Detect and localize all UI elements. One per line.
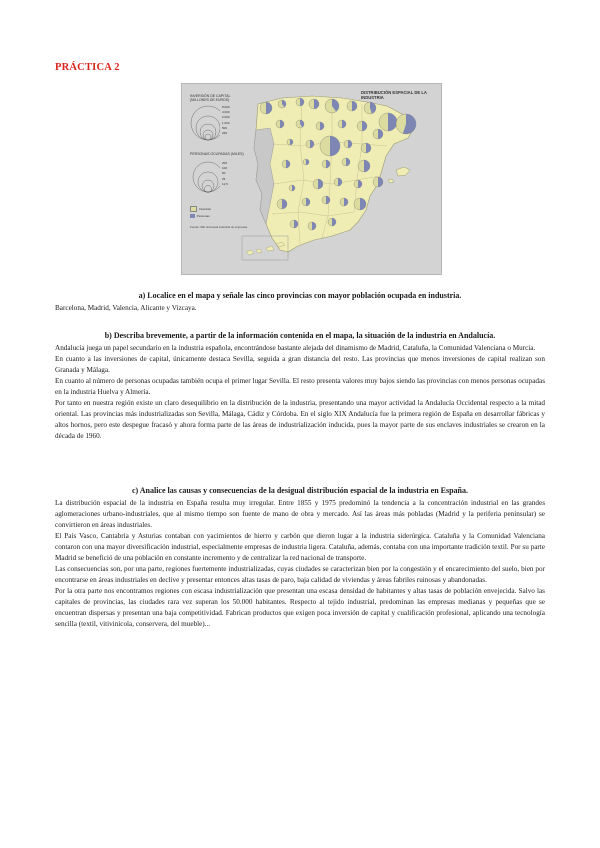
answer-paragraph: Barcelona, Madrid, Valencia, Alicante y Vizcaya. bbox=[55, 304, 197, 312]
map-title: DISTRIBUCIÓN ESPACIAL DE LA INDUSTRIA bbox=[361, 90, 427, 100]
answer-paragraph: Andalucía juega un papel secundario en la industria española, encontrándose bastante alejada del dinamismo de Madrid, Cataluña, la Comunidad Valenciana o Murcia. bbox=[55, 344, 536, 352]
legend-key-capital bbox=[190, 206, 211, 212]
map-credit: Fuente: INE. Encuesta industrial de empresas. bbox=[190, 225, 248, 229]
answer-paragraph: En cuanto a las inversiones de capital, únicamente destaca Sevilla, seguida a gran distancia del resto. Las provincias que menos inversiones de capital realizan son Granada y Málaga. bbox=[55, 355, 545, 374]
workers-swatch bbox=[190, 214, 195, 218]
question-a-heading: a) Localice en el mapa y señale las cinco provincias con mayor población ocupada en industria. bbox=[138, 291, 462, 300]
legend-capital-title: INVERSIÓN DE CAPITAL (MILLONES DE EUROS) bbox=[190, 94, 231, 102]
answer-b bbox=[55, 343, 545, 442]
legend-value: 1.000 bbox=[222, 120, 230, 125]
legend-key-label: Personas bbox=[197, 214, 210, 218]
capital-swatch bbox=[190, 206, 197, 212]
answer-c bbox=[55, 498, 545, 630]
legend-key-label: Inversión bbox=[199, 206, 212, 211]
answer-paragraph: Las consecuencias son, por una parte, regiones fuertemente industrializadas, cuyas ciudades se caracterizan bien por la congestión y el encarecimiento del suelo, bien por encontrarse en áreas industriales en declive y presentar entonces altas tasas de paro, baja calidad de viviendas y áreas fabriles ruinosas y abandonadas. bbox=[55, 565, 545, 584]
practice-title: PRÁCTICA 2 bbox=[55, 62, 120, 73]
legend-workers-circles bbox=[190, 160, 220, 194]
legend-value: 100 bbox=[222, 166, 228, 171]
legend-value: 500 bbox=[222, 125, 228, 130]
legend-value: 250 bbox=[222, 131, 228, 136]
spain-map-svg bbox=[182, 84, 441, 274]
answer-a bbox=[55, 303, 545, 314]
question-b-heading: b) Describa brevemente, a partir de la información contenida en el mapa, la situación de la industria en Andalucía. bbox=[104, 331, 496, 340]
legend-workers-title: PERSONAS OCUPADAS (MILES) bbox=[190, 152, 244, 156]
province-pie-workers bbox=[378, 177, 383, 187]
industry-map-figure bbox=[181, 83, 442, 275]
legend-workers-values bbox=[222, 161, 228, 187]
answer-paragraph: Por la otra parte nos encontramos regiones con escasa industrialización que presentan una escasa densidad de habitantes y altas tasas de población envejecida. Salvo las capitales de provincias, las ciudades rara vez superan los 50.000 habitantes. Respecto al tejido industrial, predominan las empresas medianas y pequeñas que se encuentran dispersas y presentan una baja competitividad. Fabrican productos que exigen poca inversión de capital y cualificación profesional, aplicando una tecnología sencilla (textil, vitivinícola, conservera, del mueble)... bbox=[55, 587, 545, 628]
legend-value: 200 bbox=[222, 161, 228, 165]
balearic-islands-shape bbox=[388, 167, 410, 183]
legend-value: 25 bbox=[222, 176, 226, 181]
legend-value: 12,5 bbox=[222, 181, 228, 186]
legend-value: 4.000 bbox=[222, 110, 230, 115]
answer-paragraph: En cuanto al número de personas ocupadas también ocupa el primer lugar Sevilla. El resto presenta valores muy bajos siendo las provincias con menos personas ocupadas en la industria Huelva y Almería. bbox=[55, 377, 545, 396]
legend-capital-circles bbox=[190, 104, 220, 142]
answer-paragraph: La distribución espacial de la industria en España resulta muy irregular. Entre 1855 y 1975 predominó la tendencia a la concentración industrial en las grandes aglomeraciones urbano-industriales, que al mismo tiempo son fuente de mano de obra y mercado. Así las áreas más pobladas (Madrid y la periferia peninsular) se convirtieron en áreas industriales. bbox=[55, 499, 545, 529]
legend-capital-values bbox=[222, 105, 230, 136]
question-c-heading: c) Analice las causas y consecuencias de la desigual distribución espacial de la industria en España. bbox=[131, 486, 469, 495]
legend-value: 50 bbox=[222, 171, 226, 176]
legend-key-workers bbox=[190, 214, 210, 218]
answer-paragraph: El País Vasco, Cantabria y Asturias contaban con yacimientos de hierro y carbón que dieron lugar a la industria siderúrgica. Cataluña y la Comunidad Valenciana contaron con una mayor diversificación industrial, especialmente empresas de industria ligera. Cataluña, además, contaba con una importante tradición textil. Por su parte Madrid se benefició de una población en constante incremento y de centralizar la red nacional de transporte. bbox=[55, 532, 545, 562]
legend-value: 8.000 bbox=[222, 105, 230, 109]
answer-paragraph: Por tanto en nuestra región existe un claro desequilibrio en la distribución de la industria, presentando una mayor actividad la Andalucía Occidental respecto a la mitad oriental. Las provincias más industrializadas son Sevilla, Málaga, Cádiz y Córdoba. En el siglo XIX Andalucía fue la primera región de España en desarrollar fábricas y altos hornos, pero este despegue fracasó y ahora forma parte de las áreas de industrialización inducida, pues la mayor parte de sus enclaves industriales se crearon en la década de 1960. bbox=[55, 399, 545, 440]
legend-value: 2.000 bbox=[222, 115, 230, 120]
